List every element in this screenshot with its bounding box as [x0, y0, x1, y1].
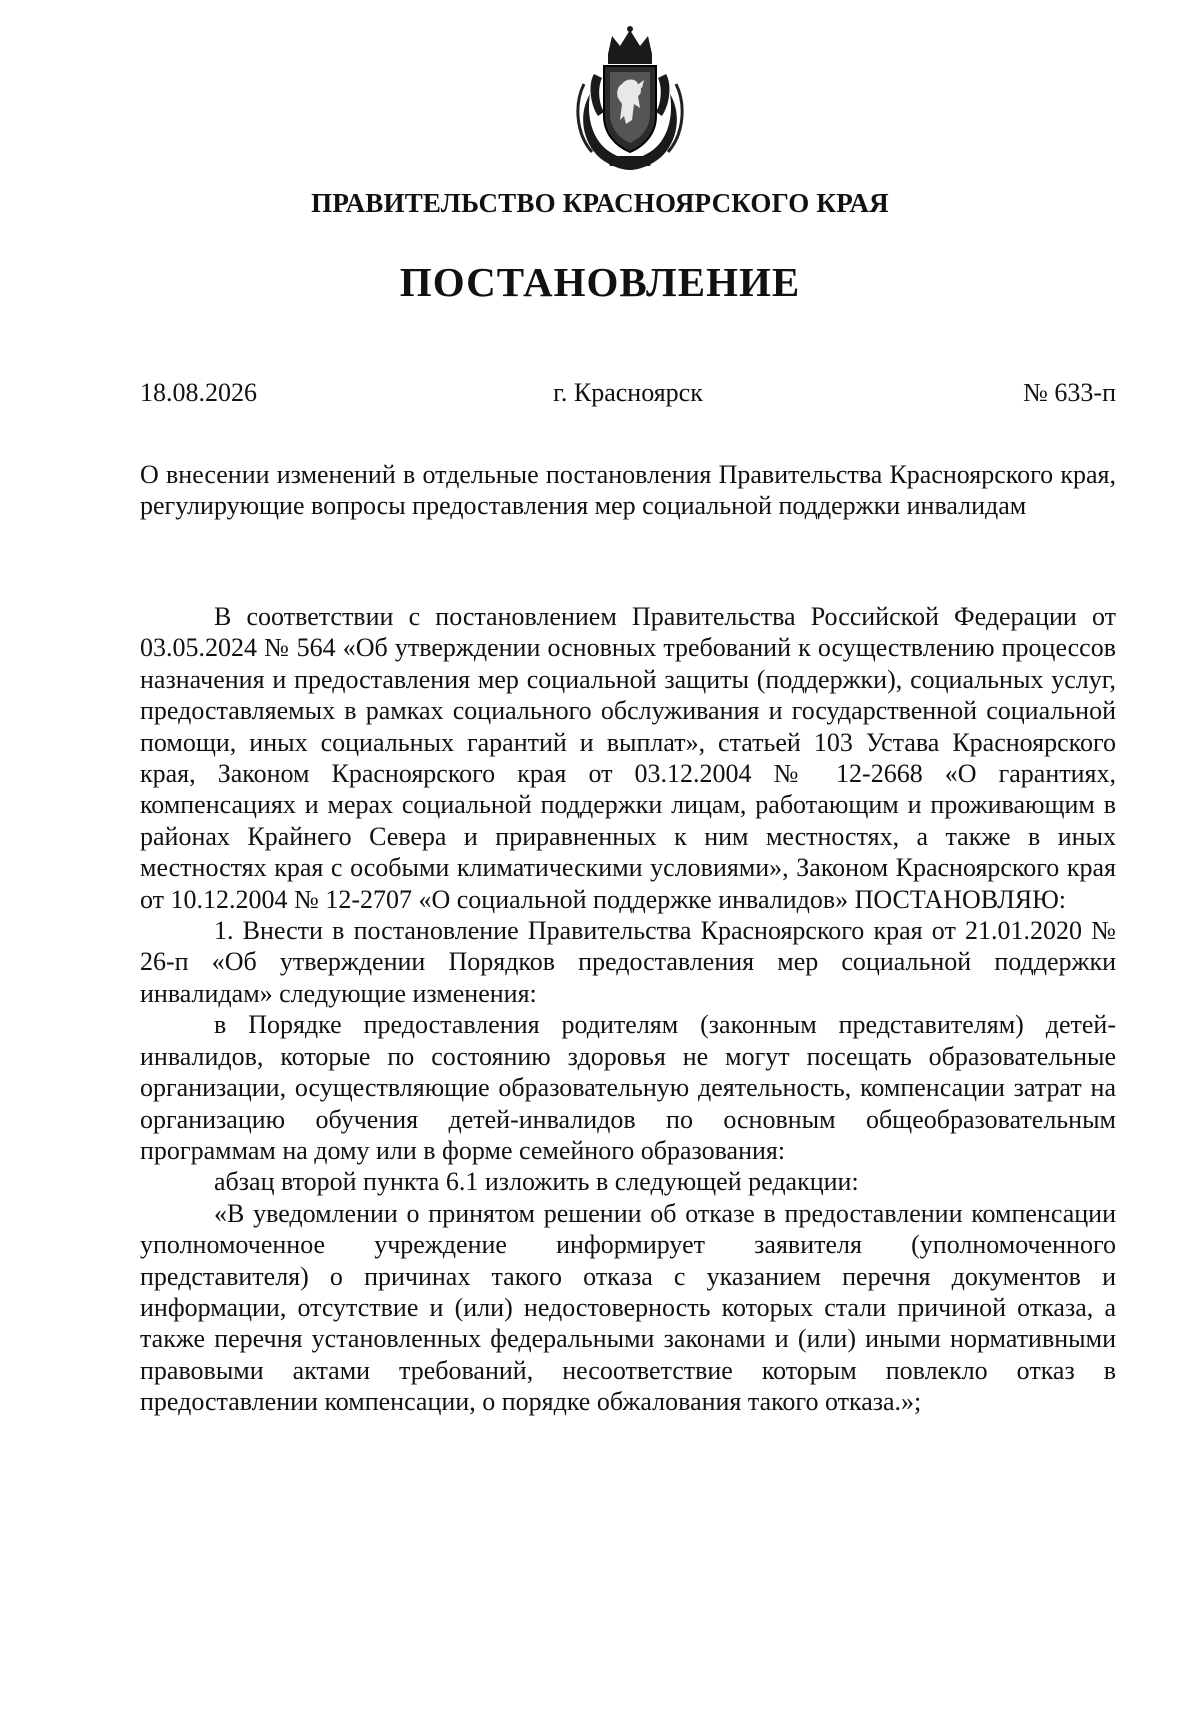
document-subject: О внесении изменений в отдельные постановления Правительства Красноярского края, регулирующие вопросы предоставления мер социальной поддержки инвалидам: [140, 460, 1116, 521]
document-date: 18.08.2026: [140, 378, 257, 407]
organization-title: ПРАВИТЕЛЬСТВО КРАСНОЯРСКОГО КРАЯ: [311, 188, 889, 218]
document-body: [140, 601, 1116, 1418]
body-paragraph-item-1: 1. Внести в постановление Правительства Красноярского края от 21.01.2020 № 26-п «Об утверждении Порядков предоставления мер социальной поддержки инвалидам» следующие изменения:: [140, 916, 1116, 1008]
document-meta-row: [140, 378, 1116, 412]
coat-of-arms-icon: [570, 24, 690, 174]
document-city: г. Красноярск: [553, 378, 703, 407]
body-paragraph-preamble: В соответствии с постановлением Правительства Российской Федерации от 03.05.2024 № 564 «Об утверждении основных требований к осуществлению процессов назначения и предоставления мер социальной защиты (поддержки), социальных услуг, предоставляемых в рамках социального обслуживания и государственной социальной помощи, иных социальных гарантий и выплат», статьей 103 Устава Красноярского края, Законом Красноярского края от 03.12.2004 № 12-2668 «О гарантиях, компенсациях и мерах социальной поддержки лицам, работающим и проживающим в районах Крайнего Севера и приравненных к ним местностях, а также в иных местностях края с особыми климатическими условиями», Законом Красноярского края от 10.12.2004 № 12-2707 «О социальной поддержке инвалидов» ПОСТАНОВЛЯЮ:: [140, 602, 1116, 914]
document-type-title: ПОСТАНОВЛЕНИЕ: [399, 259, 801, 305]
body-paragraph-procedure: в Порядке предоставления родителям (законным представителям) детей-инвалидов, которые по состоянию здоровья не могут посещать образовательные организации, осуществляющие образовательную деятельность, компенсации затрат на организацию обучения детей-инвалидов по основным общеобразовательным программам на дому или в форме семейного образования:: [140, 1010, 1116, 1165]
body-paragraph-amendment-text: «В уведомлении о принятом решении об отказе в предоставлении компенсации уполномоченное учреждение информирует заявителя (уполномоченного представителя) о причинах такого отказа с указанием перечня документов и информации, отсутствие и (или) недостоверность которых стали причиной отказа, а также перечня установленных федеральными законами и (или) иными нормативными правовыми актами требований, несоответствие которым повлекло отказ в предоставлении компенсации, о порядке обжалования такого отказа.»;: [140, 1198, 1116, 1417]
document-number: № 633-п: [1023, 378, 1116, 407]
document-subject-block: [140, 459, 1116, 522]
body-paragraph-amendment-intro: абзац второй пункта 6.1 изложить в следующей редакции:: [214, 1167, 859, 1197]
